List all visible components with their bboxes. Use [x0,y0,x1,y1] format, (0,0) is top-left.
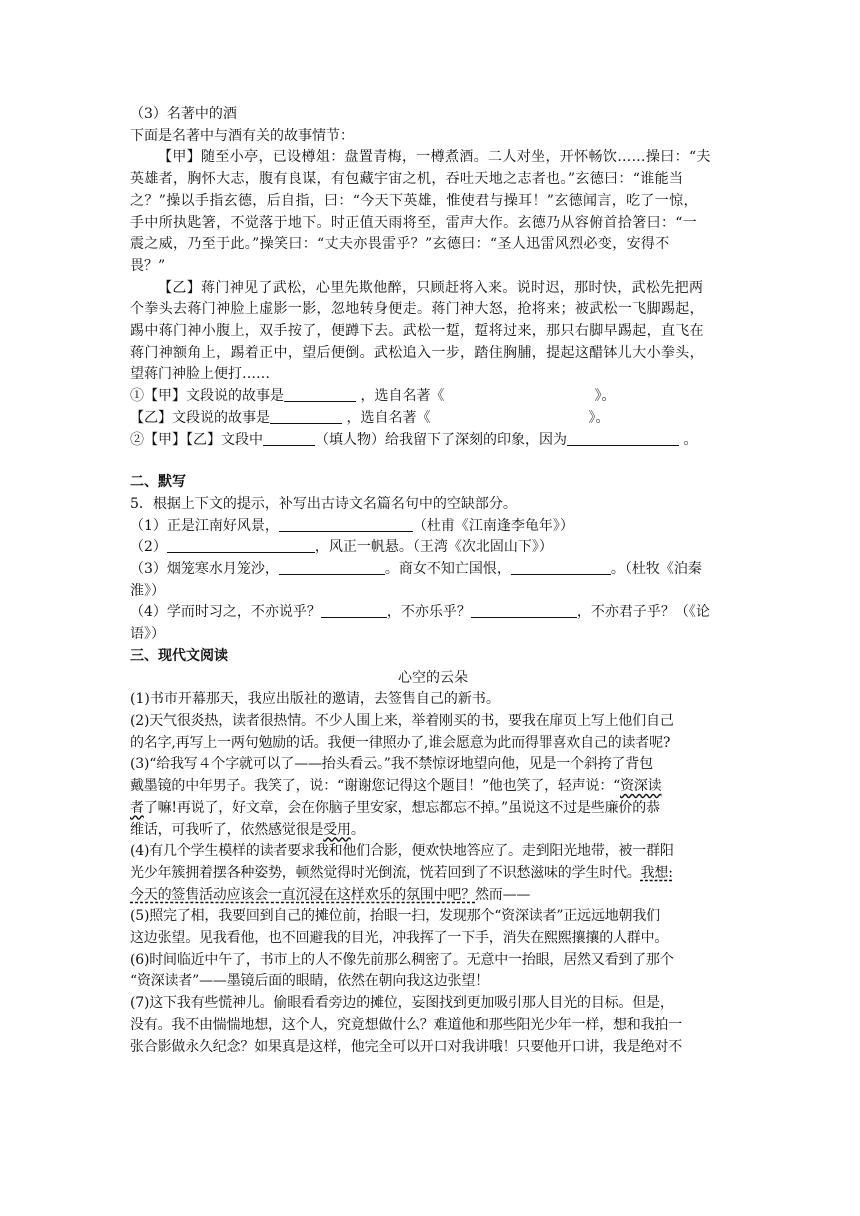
passage-jia-line: 【甲】随至小亭，已设樽俎：盘置青梅，一樽煮酒。二人对坐，开怀畅饮……操曰：“夫 [158,149,711,166]
dictation-text: ，不亦君子乎？（《论 [576,604,710,621]
question-text: ①【甲】文段说的故事是 [130,388,284,405]
underlined-sentence: 今天的签售活动应该会一直沉浸在这样欢乐的氛围中吧？ [130,886,475,903]
article-paragraph-3 [130,820,736,842]
dictation-text: （1）正是江南好风景， [130,517,279,534]
article-paragraph-6: (6)时间临近中午了，书市上的人不像先前那么稠密了。无意中一抬眼，居然又看到了那个 [130,951,674,968]
answer-blank[interactable] [471,603,577,618]
dictation-text: ，风正一帆悬。（王湾《次北固山下》） [314,539,553,556]
section-heading-dictation: 二、默写 [130,474,186,491]
passage-yi-line: 个拳头去蒋门神脸上虚影一影，忽地转身便走。蒋门神大怒，抢将来；被武松一飞脚踢起， [130,301,704,318]
article-paragraph-7: 张合影做永久纪念？如果真是这样，他完全可以开口对我讲哦！只要他开口讲，我是绝对不 [130,1038,682,1055]
wavy-underlined-word: 受用 [323,821,351,838]
question-character [130,430,736,452]
section-heading-reading: 三、现代文阅读 [130,647,228,664]
passage-yi-line: 踢中蒋门神小腹上，双手按了，便蹲下去。武松一踅，踅将过来，那只右脚早踢起，直飞在 [130,323,704,340]
article-paragraph-6: “资深读者”——墨镜后面的眼睛，依然在朝向我这边张望！ [130,973,489,990]
passage-jia-line: 畏？” [130,257,166,274]
dictation-line-2 [130,537,736,559]
article-paragraph-4: (4)有几个学生模样的读者要求我和他们合影，便欢快地答应了。走到阳光地带，被一群阳 [130,843,674,860]
paragraph-text: 。 [350,821,365,838]
passage-yi-line: 【乙】蒋门神见了武松，心里先欺他醉，只顾赶将入来。说时迟，那时快，武松先把两 [158,279,704,296]
answer-blank[interactable] [263,431,315,446]
question-text: ，选自名著《 [346,409,431,426]
question-jia-story [130,386,736,408]
dictation-text: （杜甫《江南逢李龟年》） [412,517,574,534]
answer-blank[interactable] [321,603,387,618]
article-paragraph-2: 的名字,再写上一两句勉励的话。我便一律照办了,谁会愿意为此而得罪喜欢自己的读者呢? [130,734,671,751]
article-title: 心空的云朵 [398,669,468,686]
answer-blank[interactable] [284,387,356,402]
article-paragraph-3 [130,798,736,820]
paragraph-text: 然而—— [475,886,531,903]
wavy-underlined-phrase: 资深读 [620,778,662,795]
passage-jia-line: 之？”操以手指玄德，后自指，曰：“今天下英雄，惟使君与操耳！”玄德闻言，吃了一惊， [130,192,698,209]
question-text: 》。 [588,409,610,426]
dictation-text: 。（杜牧《泊秦 [610,561,702,578]
dictation-line-3 [130,559,736,581]
dictation-text: （3）烟笼寒水月笼沙， [130,561,279,578]
article-paragraph-3: (3)“给我写４个字就可以了——抬头看云。”我不禁惊讶地望向他，见是一个斜挎了背包 [130,756,653,773]
answer-blank[interactable] [511,560,611,575]
answer-blank[interactable] [270,409,342,424]
question-text: ，选自名著《 [360,388,445,405]
article-paragraph-2: (2)天气很炎热，读者很热情。不少人围上来，举着刚买的书，要我在扉页上写上他们自己 [130,712,674,729]
answer-blank[interactable] [567,431,679,446]
dictation-text: （2） [130,539,167,556]
paragraph-text: 戴墨镜的中年男子。我笑了，说：“谢谢您记得这个题目！”他也笑了，轻声说：“ [130,778,621,795]
passage-jia-line: 震之威，乃至于此。”操笑曰：“丈夫亦畏雷乎？”玄德曰：“圣人迅雷风烈必变，安得不 [130,236,670,253]
dictation-line-1 [130,516,736,538]
dictation-line-3-cont: 淮》） [130,582,165,599]
dictation-text: （4）学而时习之，不亦说乎？ [130,604,321,621]
article-paragraph-1: (1)书市开幕那天，我应出版社的邀请，去签售自己的新书。 [130,691,500,708]
paragraph-text: 光少年簇拥着摆各种姿势，顿然觉得时光倒流，恍若回到了不识愁滋味的学生时代。 [130,864,641,881]
question-text: 》。 [594,388,616,405]
q3-title: （3）名著中的酒 [130,106,237,122]
paragraph-text: 维话，可我听了，依然感觉很是 [130,821,324,838]
wavy-underlined-phrase: 者 [130,799,144,816]
underlined-sentence: 我想: [640,864,673,881]
article-paragraph-7: (7)这下我有些慌神儿。偷眼看看旁边的摊位，妄图找到更加吸引那人目光的目标。但是， [130,995,674,1012]
answer-blank[interactable] [279,517,413,532]
dictation-line-4-cont: 语》） [130,626,165,643]
question-text: 。 [683,431,698,448]
paragraph-text: 了嘛!再说了，好文章，会在你脑子里安家，想忘都忘不掉。”虽说这不过是些廉价的恭 [143,799,660,816]
passage-jia-line: 英雄者，胸怀大志，腹有良谋，有包藏宇宙之机，吞吐天地之志者也。”玄德曰：“谁能当 [130,171,684,188]
passage-yi-line: 望蒋门神脸上便打…… [130,366,270,383]
passage-yi-line: 蒋门神额角上，踢着正中，望后便倒。武松追入一步，踏住胸脯，提起这醋钵儿大小拳头， [130,344,704,361]
question-text: 【乙】文段说的故事是 [130,409,270,426]
question-text: ②【甲】【乙】文段中 [130,431,263,448]
q3-intro: 下面是名著中与酒有关的故事情节： [130,127,354,144]
article-paragraph-7: 没有。我不由惴惴地想，这个人，究竟想做什么？难道他和那些阳光少年一样，想和我拍一 [130,1016,682,1033]
article-paragraph-5: 这边张望。见我看他，也不回避我的目光，冲我挥了一下手，消失在熙熙攘攘的人群中。 [130,930,669,947]
answer-blank[interactable] [279,560,385,575]
dictation-text: ，不亦乐乎？ [386,604,471,621]
worksheet-page [130,104,736,1058]
answer-blank[interactable] [167,538,315,553]
article-paragraph-4 [130,885,736,907]
dictation-text: 。商女不知亡国恨， [384,561,511,578]
question-5-prompt: 5．根据上下文的提示，补写出古诗文名篇名句中的空缺部分。 [130,495,517,512]
article-paragraph-4 [130,863,736,885]
article-paragraph-5: (5)照完了相，我要回到自己的摊位前，抬眼一扫，发现那个“资深读者”正远远地朝我们 [130,908,660,925]
passage-jia-line: 手中所执匙箸，不觉落于地下。时正值天雨将至，雷声大作。玄德乃从容俯首拾箸曰：“一 [130,214,698,231]
dictation-line-4 [130,602,736,624]
article-paragraph-3 [130,776,736,798]
question-yi-story [130,408,736,430]
question-text: （填人物）给我留下了深刻的印象，因为 [315,431,567,448]
